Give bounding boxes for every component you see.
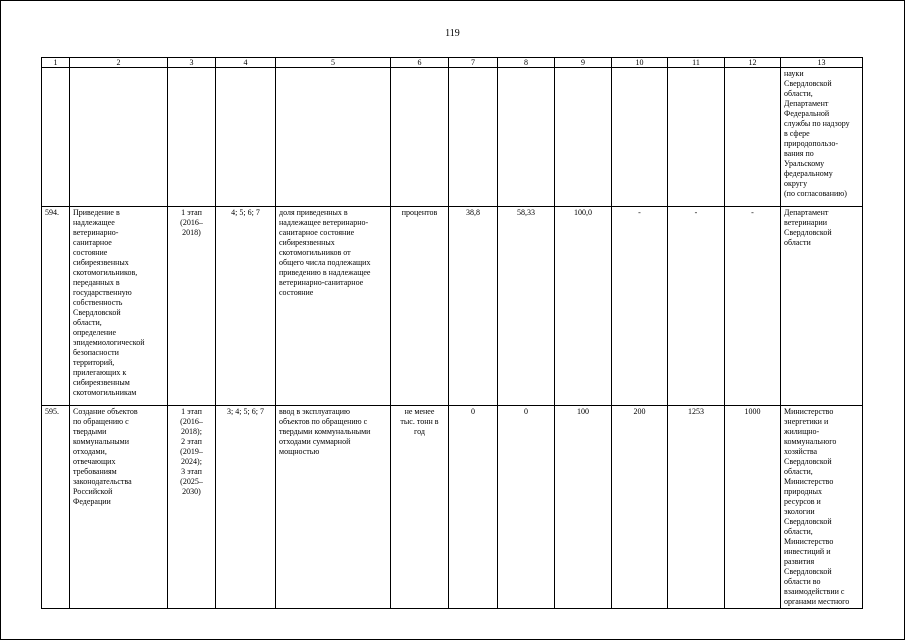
cell-activity: Создание объектов по обращению с твердыми коммунальными отходами, отвечающих требованиям законодательства Российской Федерации <box>70 406 168 609</box>
column-header: 4 <box>216 58 276 68</box>
column-header: 13 <box>781 58 863 68</box>
cell-tasks: 3; 4; 5; 6; 7 <box>216 406 276 609</box>
cell-unit: процентов <box>391 207 449 406</box>
cell-value: 1000 <box>725 406 781 609</box>
cell-stage: 1 этап (2016– 2018); 2 этап (2019– 2024); 3 этап (2025– 2030) <box>168 406 216 609</box>
cell-tasks: 4; 5; 6; 7 <box>216 207 276 406</box>
table-row-594 <box>42 207 863 406</box>
cell-value: 1253 <box>668 406 725 609</box>
cell-value: 100,0 <box>555 207 612 406</box>
cell-unit <box>391 68 449 207</box>
header-row <box>42 58 863 68</box>
cell-indicator <box>276 68 391 207</box>
cell-responsible: Департамент ветеринарии Свердловской области <box>781 207 863 406</box>
cell-number: 595. <box>42 406 70 609</box>
cell-number: 594. <box>42 207 70 406</box>
cell-value <box>449 68 498 207</box>
cell-value: 38,8 <box>449 207 498 406</box>
column-header: 9 <box>555 58 612 68</box>
cell-value: - <box>668 207 725 406</box>
column-header: 5 <box>276 58 391 68</box>
cell-value <box>668 68 725 207</box>
cell-unit: не менее тыс. тонн в год <box>391 406 449 609</box>
cell-value <box>725 68 781 207</box>
cell-stage: 1 этап (2016– 2018) <box>168 207 216 406</box>
cell-value: 100 <box>555 406 612 609</box>
cell-number <box>42 68 70 207</box>
cell-value: 58,33 <box>498 207 555 406</box>
table-row-595 <box>42 406 863 609</box>
column-header: 3 <box>168 58 216 68</box>
cell-value: - <box>725 207 781 406</box>
cell-tasks <box>216 68 276 207</box>
column-header: 8 <box>498 58 555 68</box>
column-header: 12 <box>725 58 781 68</box>
cell-value <box>498 68 555 207</box>
cell-value: 0 <box>449 406 498 609</box>
cell-activity <box>70 68 168 207</box>
cell-responsible: Министерство энергетики и жилищно- коммунального хозяйства Свердловской области, Министерство природных ресурсов и экологии Свердловской области, Министерство инвестиций и развития Свердловской области во взаимодействии с органами местного <box>781 406 863 609</box>
cell-responsible: науки Свердловской области, Департамент Федеральной службы по надзору в сфере природопользо- вания по Уральскому федеральному округу (по согласованию) <box>781 68 863 207</box>
cell-value: 200 <box>612 406 668 609</box>
cell-activity: Приведение в надлежащее ветеринарно- санитарное состояние сибиреязвенных скотомогильников, переданных в государственную собственность Свердловской области, определение эпидемиологической безопасности территорий, прилегающих к сибиреязвенным скотомогильникам <box>70 207 168 406</box>
cell-value <box>612 68 668 207</box>
column-header: 7 <box>449 58 498 68</box>
column-header: 11 <box>668 58 725 68</box>
cell-value: 0 <box>498 406 555 609</box>
program-table <box>41 57 863 609</box>
cell-stage <box>168 68 216 207</box>
column-header: 2 <box>70 58 168 68</box>
cell-value: - <box>612 207 668 406</box>
column-header: 10 <box>612 58 668 68</box>
cell-indicator: ввод в эксплуатацию объектов по обращению с твердыми коммунальными отходами суммарной мощностью <box>276 406 391 609</box>
column-header: 6 <box>391 58 449 68</box>
cell-indicator: доля приведенных в надлежащее ветеринарно- санитарное состояние сибиреязвенных скотомогильников от общего числа подлежащих приведению в надлежащее ветеринарно-санитарное состояние <box>276 207 391 406</box>
column-header: 1 <box>42 58 70 68</box>
page-number: 119 <box>445 28 460 39</box>
cell-value <box>555 68 612 207</box>
table-row-continuation <box>42 68 863 207</box>
